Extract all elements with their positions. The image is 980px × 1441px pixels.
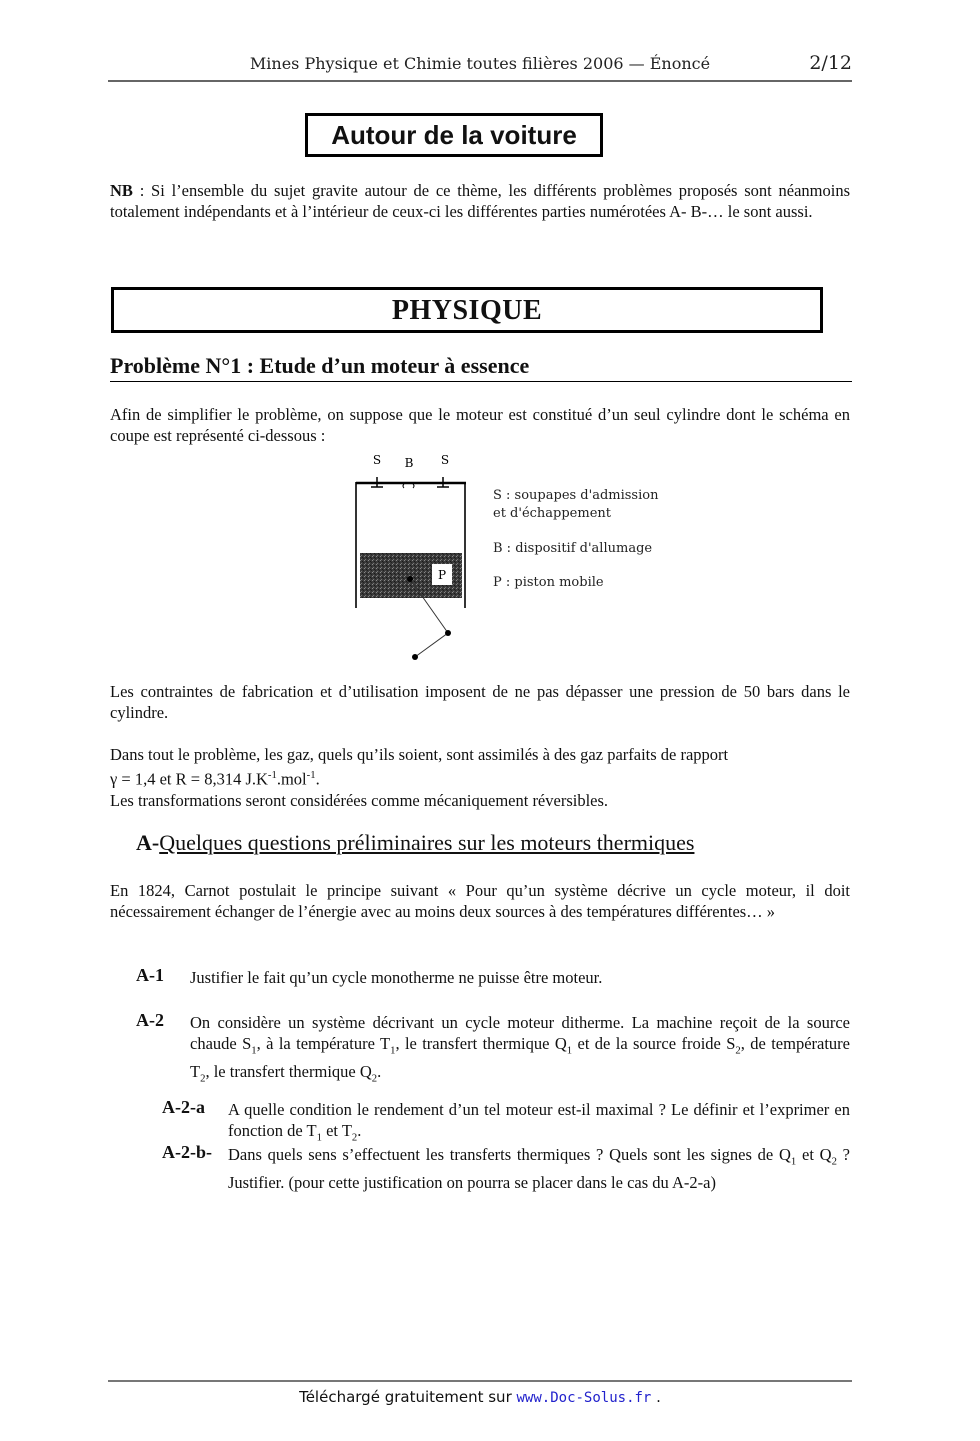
question-a2-text [190, 1012, 850, 1090]
text-span: . [357, 1121, 362, 1140]
text-span: et T [321, 1121, 352, 1140]
nb-paragraph [110, 180, 850, 222]
text-span: et Q [796, 1145, 832, 1164]
problem-title: Problème N°1 : Etude d’un moteur à essence [110, 353, 852, 382]
text-span: A quelle condition le rendement d’un tel moteur est-il maximal ? Le définir et l’exprimer en fonction de T [228, 1100, 850, 1140]
question-a2a-label: A-2-a [162, 1097, 205, 1117]
text-span: Dans quels sens s’effectuent les transferts thermiques ? Quels sont les signes de Q [228, 1145, 791, 1164]
subscript: 1 [390, 1044, 396, 1057]
running-header [108, 52, 852, 82]
question-a1-text: Justifier le fait qu’un cycle monotherme ne puisse être moteur. [190, 968, 603, 987]
header-title: Mines Physique et Chimie toutes filières 2006 — Énoncé [249, 54, 711, 73]
text-span: et de la source froide S [572, 1034, 736, 1053]
text-span: , le transfert thermique Q [395, 1034, 567, 1053]
text-span: . [377, 1062, 382, 1082]
subscript: 2 [831, 1155, 837, 1168]
gas-end: . [315, 769, 320, 789]
nb-label: NB [110, 181, 133, 200]
legend-valves-2: et d'échappement [493, 506, 611, 521]
footer-divider [108, 1380, 852, 1382]
question-a2a-text [228, 1099, 850, 1148]
footer-link[interactable]: www.Doc-Solus.fr [516, 1390, 652, 1406]
nb-text: : Si l’ensemble du sujet gravite autour de ce thème, les différents problèmes proposés sont néanmoins totalement indépendants et à l’intérieur de ceux-ci les différentes parties numérotées A- B-… le sont aussi. [110, 181, 850, 221]
subscript: 2 [200, 1072, 206, 1085]
legend-valves-1: S : soupapes d'admission [493, 488, 659, 503]
page-number: 2/12 [809, 52, 852, 74]
gas-line-2 [110, 765, 850, 790]
section-a-prefix: A- [136, 830, 160, 855]
exponent: -1 [267, 769, 277, 781]
engine-cylinder-diagram [340, 445, 490, 670]
question-a2b-text [228, 1144, 850, 1193]
text-span: , le transfert thermique Q [205, 1062, 372, 1082]
text-span: , de température T [190, 1034, 850, 1082]
question-a1-label: A-1 [136, 965, 164, 985]
label-s-right: S [440, 453, 450, 467]
subscript: 1 [251, 1044, 257, 1057]
subscript: 2 [371, 1072, 378, 1085]
footer-end: . [651, 1388, 661, 1406]
subscript: 2 [351, 1131, 358, 1144]
label-s-left: S [372, 453, 382, 467]
gas-unit: .mol [276, 769, 307, 789]
gas-line-3: Les transformations seront considérées comme mécaniquement réversibles. [110, 790, 609, 810]
gas-paragraph [110, 744, 850, 811]
gas-constants: γ = 1,4 et R = 8,314 J.K [110, 769, 268, 789]
label-b: B [404, 456, 414, 470]
subscript: 1 [316, 1131, 322, 1144]
footer-text: Téléchargé gratuitement sur [299, 1388, 517, 1406]
section-banner [111, 287, 823, 333]
legend-ignition: B : dispositif d'allumage [493, 541, 653, 556]
subscript: 2 [735, 1044, 741, 1057]
section-a-title [136, 830, 694, 856]
text-span: , à la température T [256, 1034, 391, 1053]
spark-plug-icon [403, 484, 414, 488]
label-p: P [437, 568, 447, 582]
section-a-heading: Quelques questions préliminaires sur les moteurs thermiques [159, 830, 695, 855]
subscript: 1 [790, 1155, 797, 1168]
text-span: ? Justifier. (pour cette justification on pourra se placer dans le cas du A-2-a) [228, 1145, 851, 1193]
section-banner-text: PHYSIQUE [391, 295, 543, 326]
subscript: 1 [566, 1044, 573, 1057]
question-a2-label: A-2 [136, 1010, 164, 1030]
legend-piston: P : piston mobile [493, 575, 604, 590]
constraints-paragraph: Les contraintes de fabrication et d’utilisation imposent de ne pas dépasser une pression de 50 bars dans le cylindre. [110, 682, 850, 722]
theme-title-box [305, 113, 603, 157]
carnot-paragraph: En 1824, Carnot postulait le principe suivant « Pour qu’un système décrive un cycle moteur, il doit nécessairement échanger de l’énergie avec au moins deux sources à des températures différentes… » [110, 881, 850, 921]
question-a2b-label: A-2-b- [162, 1142, 212, 1162]
exponent: -1 [306, 769, 316, 781]
text-span: On considère un système décrivant un cycle moteur ditherme. La machine reçoit de la source chaude S [190, 1013, 850, 1053]
footer [108, 1388, 852, 1406]
intro-paragraph: Afin de simplifier le problème, on suppose que le moteur est constitué d’un seul cylindre dont le schéma en coupe est représenté ci-dessous : [110, 405, 850, 445]
theme-title: Autour de la voiture [331, 120, 577, 150]
gas-line-1: Dans tout le problème, les gaz, quels qu’ils soient, sont assimilés à des gaz parfaits de rapport [110, 745, 729, 764]
